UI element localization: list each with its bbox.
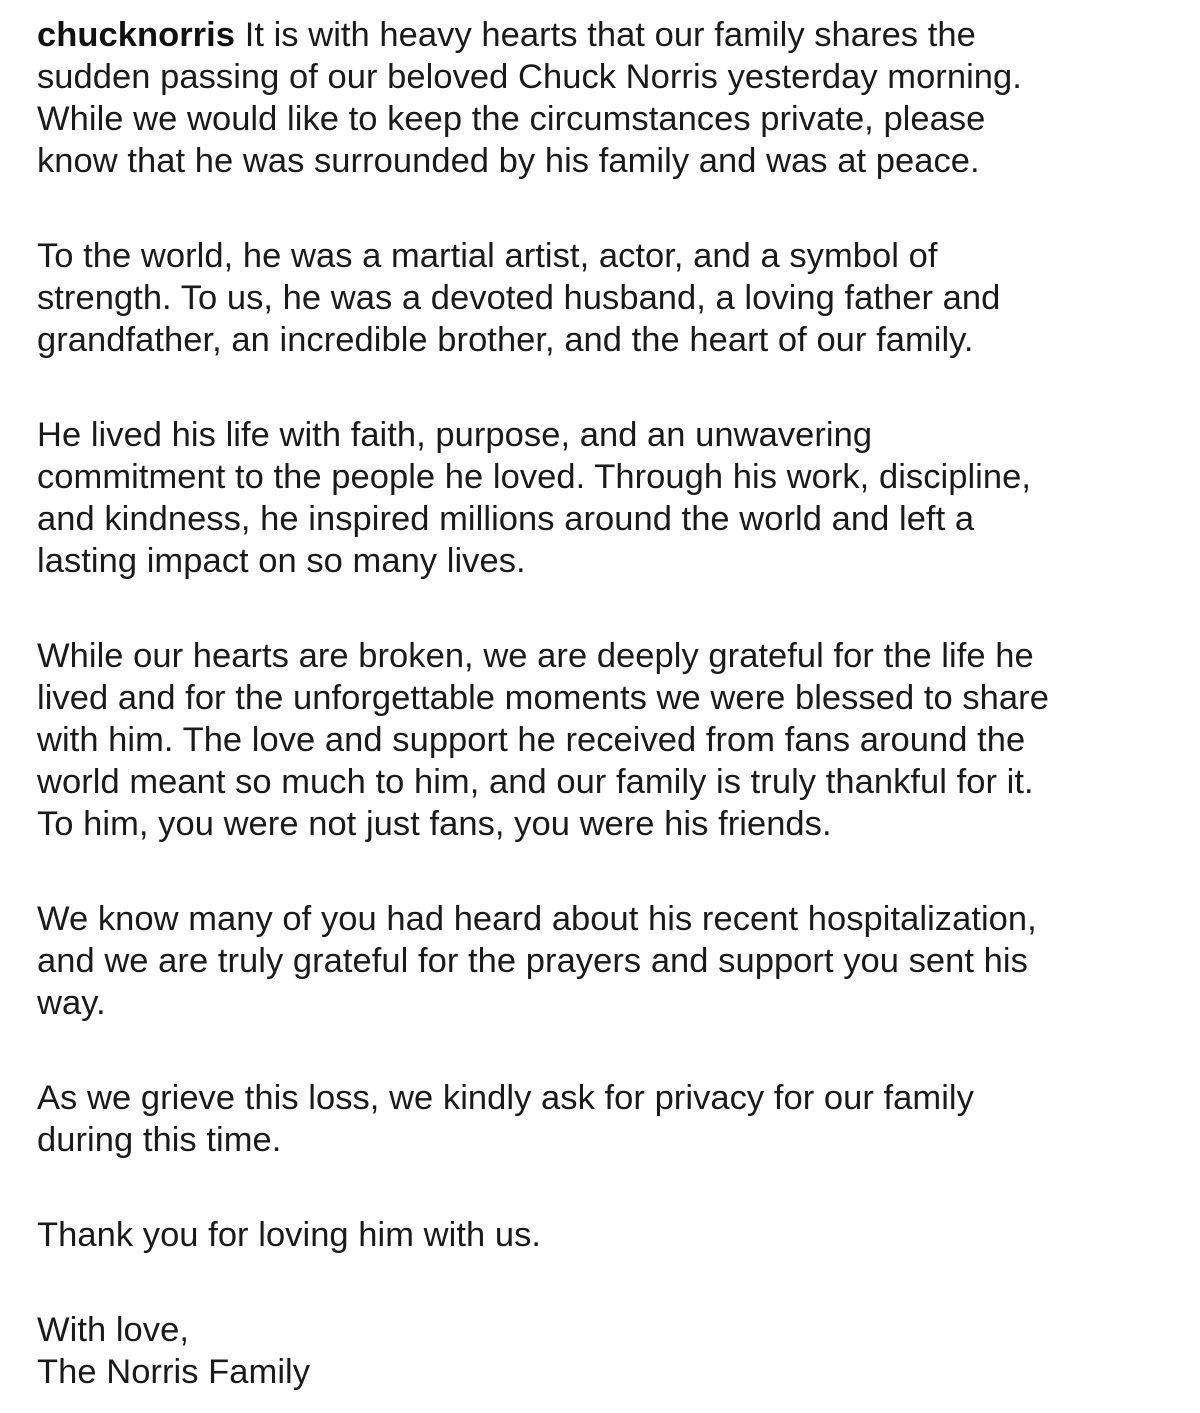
- username-link[interactable]: chucknorris: [37, 16, 236, 54]
- caption-paragraph-7: Thank you for loving him with us.: [37, 1216, 542, 1254]
- caption-paragraph-4: While our hearts are broken, we are deeply grateful for the life he lived and for the unforgettable moments we were blessed to share with him. The love and support he received from fans around the world meant so much to him, and our family is truly thankful for it. To him, you were not just fans, you were his friends.: [37, 637, 1049, 843]
- caption-paragraph-5: We know many of you had heard about his recent hospitalization, and we are truly grateful for the prayers and support you sent his way.: [37, 900, 1037, 1022]
- post-caption: [37, 14, 1177, 1393]
- caption-signoff: With love, The Norris Family: [37, 1311, 311, 1391]
- caption-paragraph-2: To the world, he was a martial artist, actor, and a symbol of strength. To us, he was a devoted husband, a loving father and grandfather, an incredible brother, and the heart of our family.: [37, 237, 1001, 359]
- caption-text: It is with heavy hearts that our family shares the sudden passing of our beloved Chuck Norris yesterday morning. While we would like to keep the circumstances private, please know that he was surrounded by his family and was at peace.: [37, 16, 1022, 180]
- caption-paragraph-6: As we grieve this loss, we kindly ask for privacy for our family during this time.: [37, 1079, 974, 1159]
- caption-paragraph-1: [37, 14, 1177, 182]
- caption-paragraph-3: He lived his life with faith, purpose, and an unwavering commitment to the people he loved. Through his work, discipline, and kindness, he inspired millions around the world and left a lasting impact on so many lives.: [37, 416, 1031, 580]
